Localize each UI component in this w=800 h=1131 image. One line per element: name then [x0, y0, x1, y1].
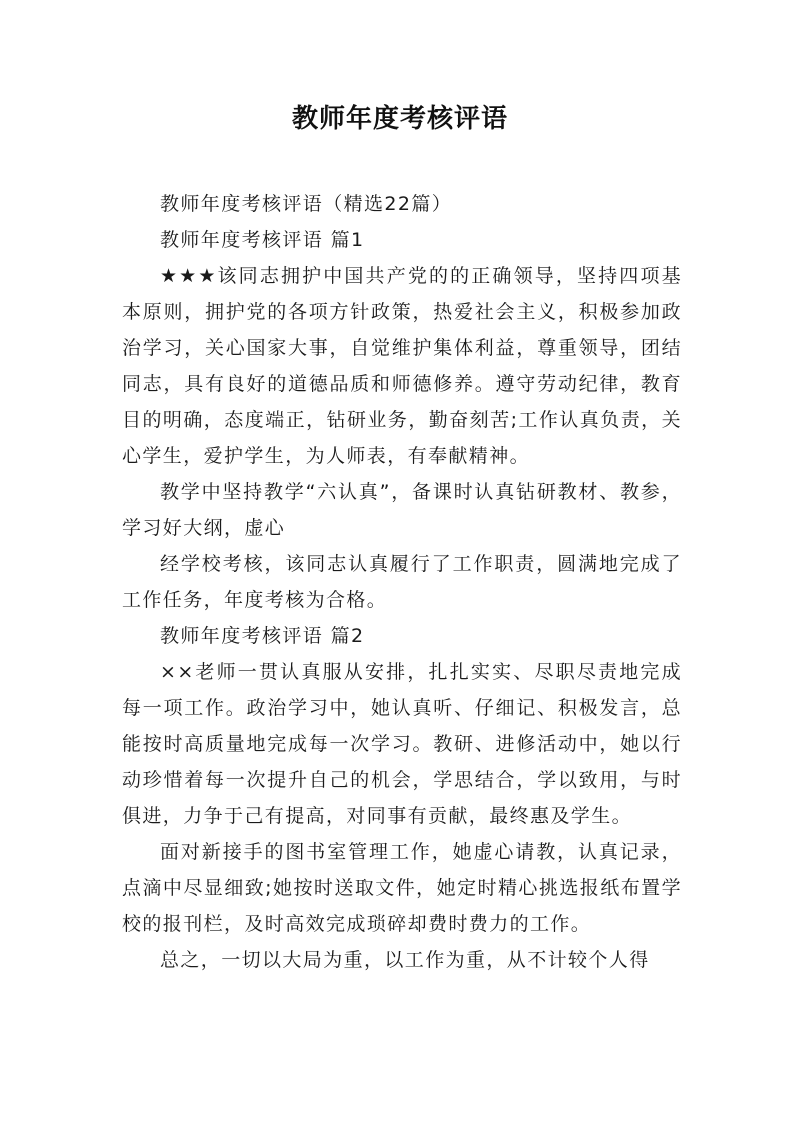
paragraph: 面对新接手的图书室管理工作，她虚心请教，认真记录，点滴中尽显细致;她按时送取文件，她定时精心挑选报纸布置学校的报刊栏，及时高效完成琐碎却费时费力的工作。: [122, 841, 682, 935]
paragraph: 经学校考核，该同志认真履行了工作职责，圆满地完成了工作任务，年度考核为合格。: [122, 553, 682, 611]
document-body: [122, 186, 682, 978]
section-heading-2: 教师年度考核评语 篇2: [160, 625, 365, 647]
paragraph: ××老师一贯认真服从安排，扎扎实实、尽职尽责地完成每一项工作。政治学习中，她认真听、仔细记、积极发言，总能按时高质量地完成每一次学习。教研、进修活动中，她以行动珍惜着每一次提升自己的机会，学思结合，学以致用，与时俱进，力争于己有提高，对同事有贡献，最终惠及学生。: [122, 661, 682, 827]
paragraph-subtitle: 教师年度考核评语（精选22篇）: [160, 193, 453, 215]
document-title: 教师年度考核评语: [291, 104, 508, 134]
paragraph: ★★★该同志拥护中国共产党的的正确领导，坚持四项基本原则，拥护党的各项方针政策，热爱社会主义，积极参加政治学习，关心国家大事，自觉维护集体利益，尊重领导，团结同志，具有良好的道德品质和师德修养。遵守劳动纪律，教育目的明确，态度端正，钻研业务，勤奋刻苦;工作认真负责，关心学生，爱护学生，为人师表，有奉献精神。: [122, 265, 682, 467]
paragraph: 教学中坚持教学“六认真”，备课时认真钻研教材、教参，学习好大纲，虚心: [122, 481, 682, 539]
paragraph: 总之，一切以大局为重，以工作为重，从不计较个人得: [160, 949, 650, 971]
section-heading-1: 教师年度考核评语 篇1: [160, 229, 365, 251]
